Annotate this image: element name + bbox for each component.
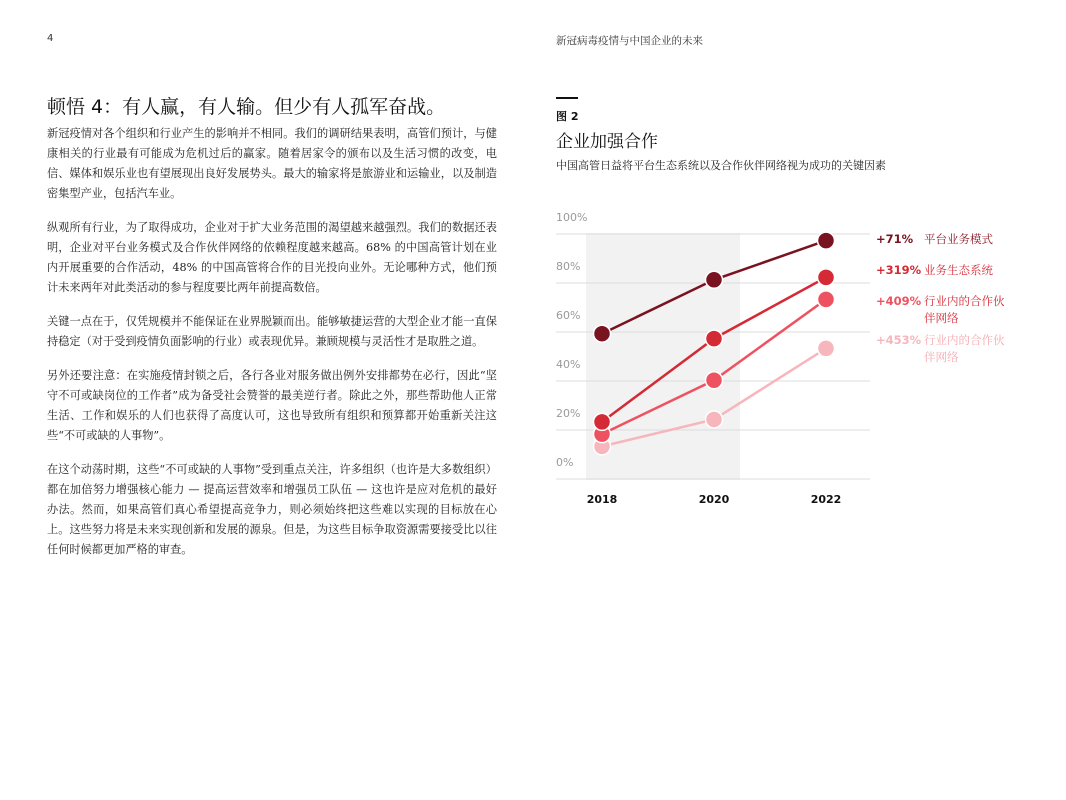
y-tick-label: 0% [556, 456, 574, 469]
page-number: 4 [47, 33, 54, 44]
legend-name-cont: 伴网络 [924, 350, 959, 364]
y-tick-label: 40% [556, 358, 581, 371]
running-title: 新冠病毒疫情与中国企业的未来 [556, 35, 703, 47]
data-point [818, 269, 835, 286]
legend-name-cont: 伴网络 [924, 311, 959, 325]
paragraph-5: 在这个动荡时期，这些“不可或缺的人事物”受到重点关注，许多组织（也许是大多数组织）都在加倍努力增强核心能力 — 提高运营效率和增强员工队伍 — 这也许是应对危机的最好办法。然而，如果高管们真心希望提高竞争力，则必须始终把这些难以实现的目标放在心上。这些努力将是未来实现创新和发展的源泉。但是，为这些目标争取资源需要接受比以往任何时候都更加严格的审查。 [47, 463, 497, 556]
legend-change: +409% [876, 294, 922, 308]
paragraph-4: 另外还要注意：在实施疫情封锁之后，各行各业对服务做出例外安排都势在必行，因此“坚守不可或缺岗位的工作者”成为备受社会赞誉的最美逆行者。除此之外，那些帮助他人正常生活、工作和娱乐的人们也获得了高度认可，这也导致所有组织和预算都开始重新关注这些“不可或缺的人事物”。 [47, 369, 497, 442]
data-point [594, 325, 611, 342]
paragraph-2: 纵观所有行业，为了取得成功，企业对于扩大业务范围的渴望越来越强烈。我们的数据还表明，企业对平台业务模式及合作伙伴网络的依赖程度越来越高。68% 的中国高管计划在业内开展重要的合作活动，48% 的中国高管将合作的目光投向业外。无论哪种方式，他们预计未来两年对此类活动的参与程度要比两年前提高数倍。 [47, 221, 497, 294]
figure-label: 图 2 [556, 110, 579, 123]
data-point [818, 232, 835, 249]
legend-name: 行业内的合作伙 [924, 333, 1005, 347]
paragraph-1: 新冠疫情对各个组织和行业产生的影响并不相同。我们的调研结果表明，高管们预计，与健康相关的行业最有可能成为危机过后的赢家。随着居家令的颁布以及生活习惯的改变，电信、媒体和娱乐业也有望展现出良好发展势头。最大的输家将是旅游业和运输业，以及制造密集型产业，包括汽车业。 [47, 127, 497, 200]
x-tick-label: 2020 [698, 493, 730, 506]
data-point [594, 413, 611, 430]
legend-change: +319% [876, 263, 922, 277]
legend-change: +71% [876, 232, 914, 246]
y-tick-label: 100% [556, 211, 588, 224]
legend-name: 行业内的合作伙 [924, 294, 1005, 308]
y-tick-label: 80% [556, 260, 581, 273]
legend-name: 平台业务模式 [924, 232, 993, 246]
y-tick-label: 60% [556, 309, 581, 322]
data-point [818, 291, 835, 308]
body-text [47, 124, 497, 574]
paragraph-3: 关键一点在于，仅凭规模并不能保证在业界脱颖而出。能够敏捷运营的大型企业才能一直保持稳定（对于受到疫情负面影响的行业）或表现优异。兼顾规模与灵活性才是取胜之道。 [47, 315, 497, 348]
section-title: 顿悟 4：有人赢，有人输。但少有人孤军奋战。 [47, 96, 446, 118]
legend-change: +453% [876, 333, 922, 347]
x-tick-label: 2022 [810, 493, 842, 506]
legend-name: 业务生态系统 [924, 263, 993, 277]
y-tick-label: 20% [556, 407, 581, 420]
data-point [818, 340, 835, 357]
x-tick-label: 2018 [586, 493, 618, 506]
line-chart [550, 205, 1040, 525]
data-point [706, 411, 723, 428]
figure-subtitle: 中国高管日益将平台生态系统以及合作伙伴网络视为成功的关键因素 [556, 159, 886, 172]
data-point [706, 330, 723, 347]
data-point [706, 271, 723, 288]
data-point [706, 372, 723, 389]
figure-rule [556, 97, 578, 99]
figure-title: 企业加强合作 [556, 132, 658, 152]
